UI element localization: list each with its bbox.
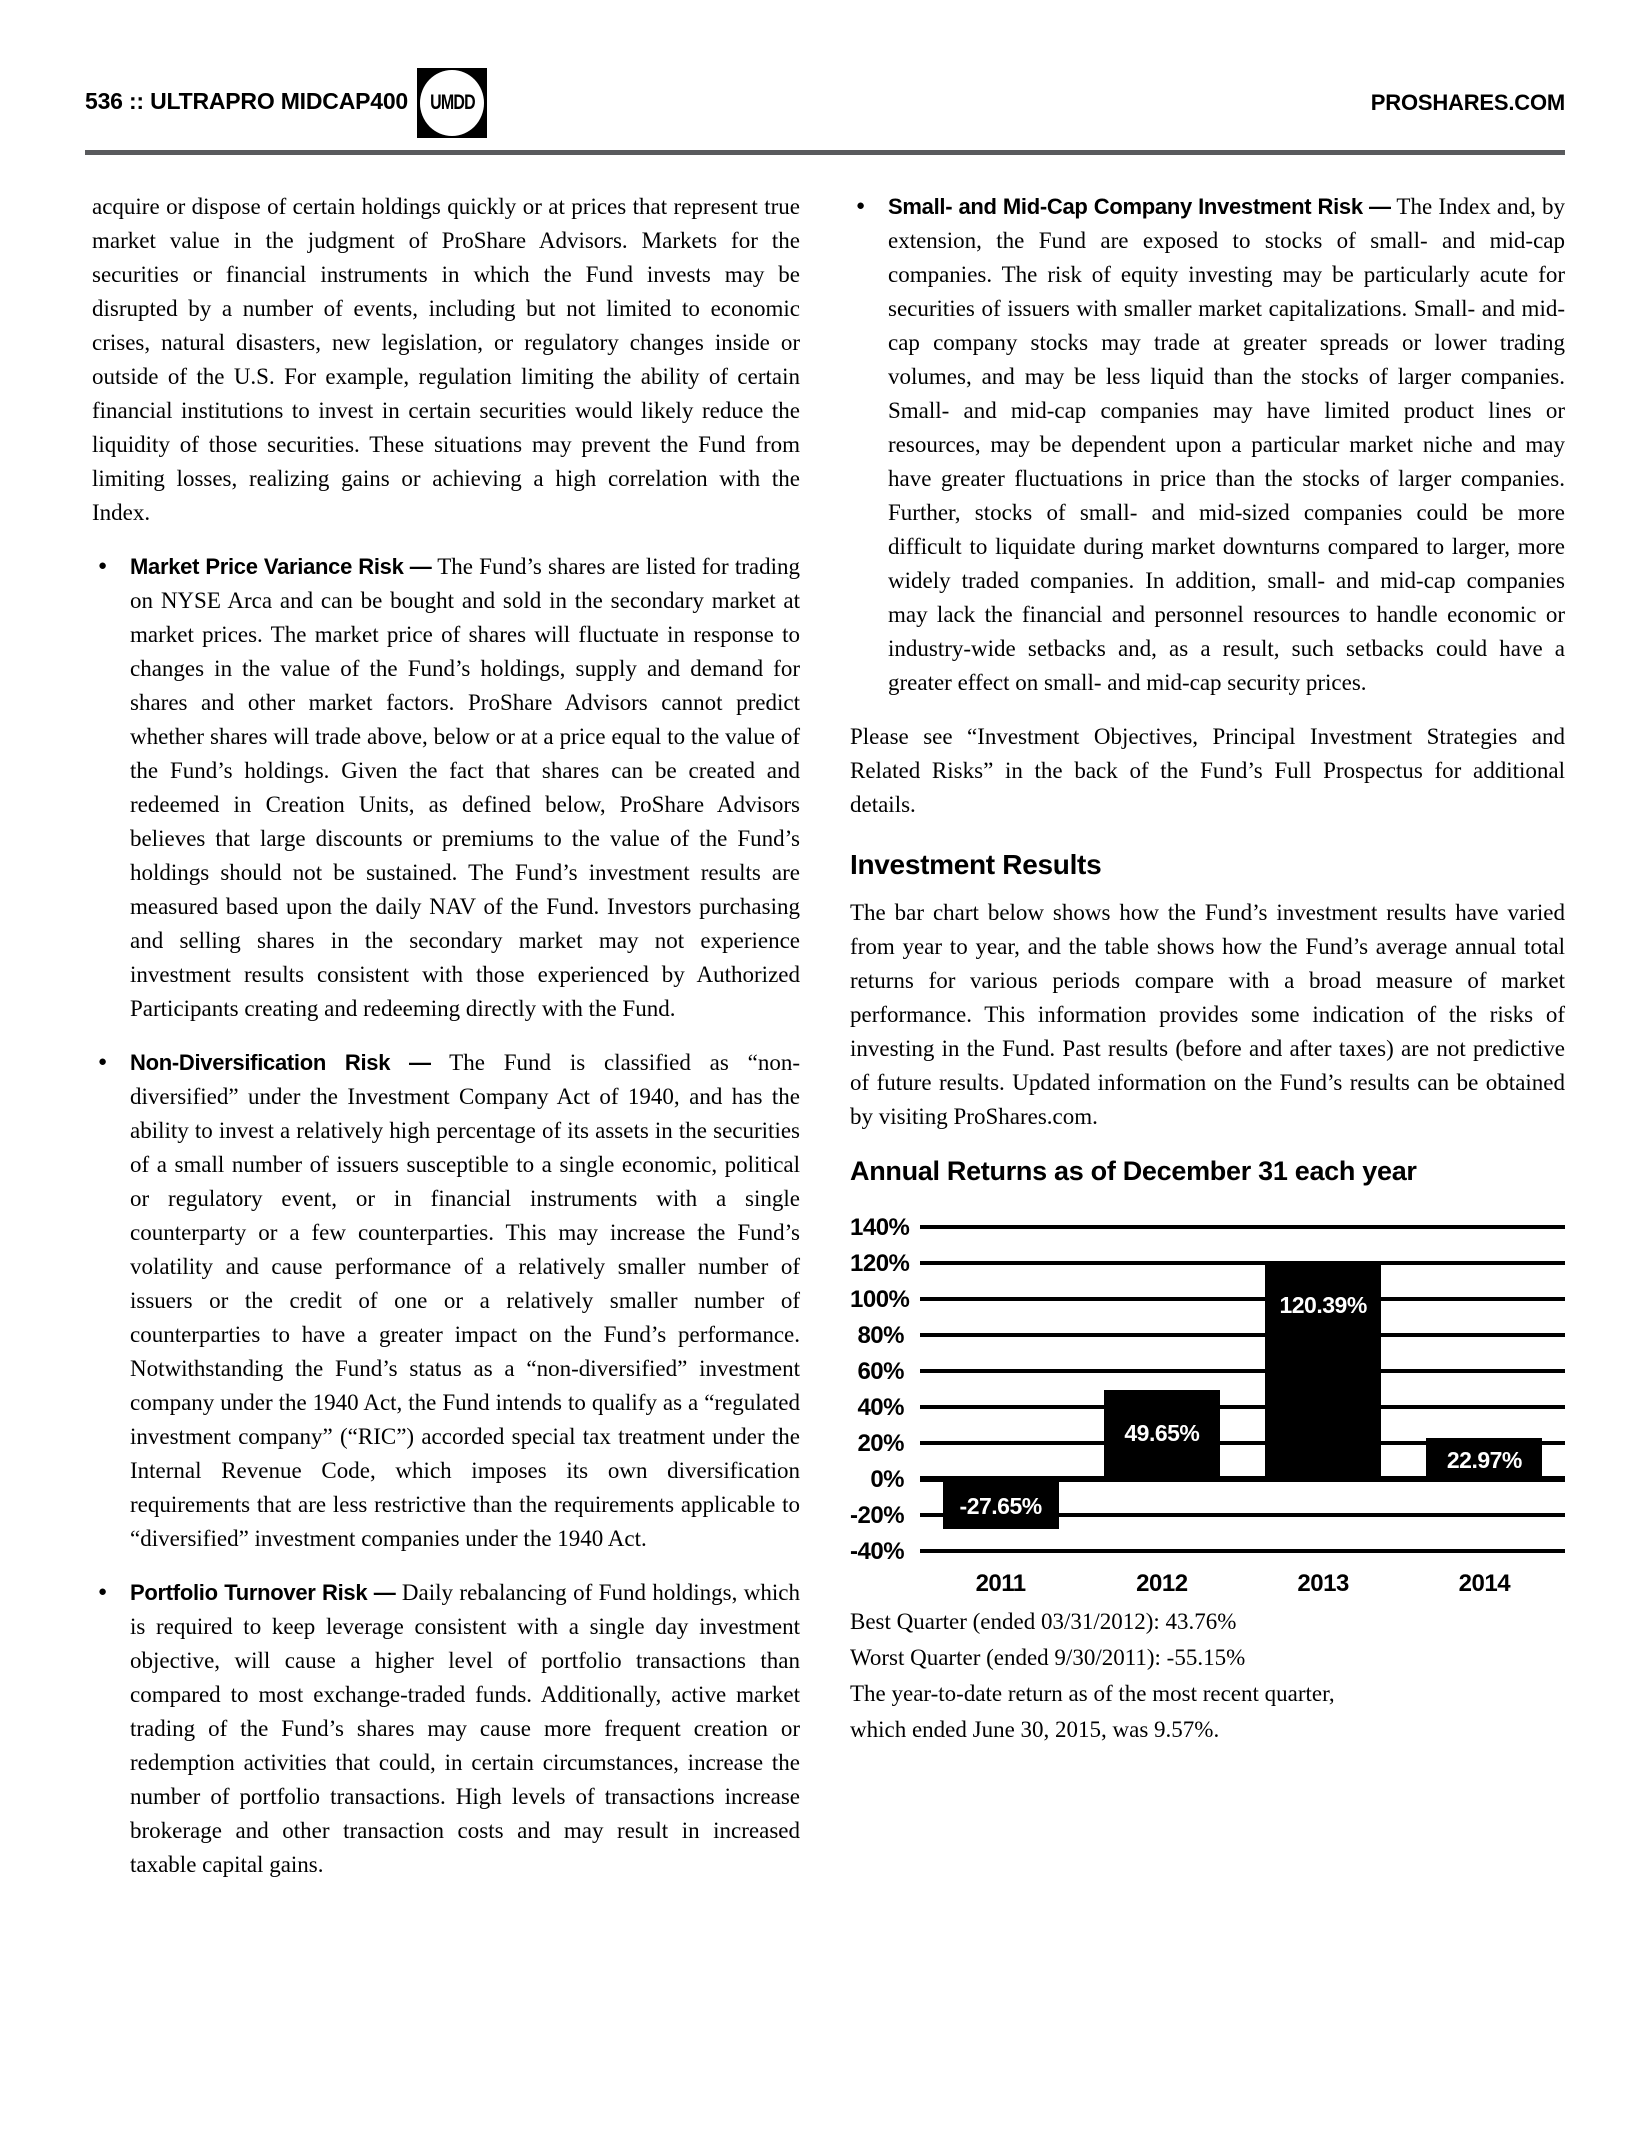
bar-2013 [1265, 1262, 1381, 1479]
gridline-60 [920, 1369, 1565, 1373]
risk-text: The Index and, by extension, the Fund are exposed to stocks of small- and mid-cap companies. The risk of equity investing may be particularly acute for securities of issuers with smaller market capitalizations. Small- and mid-cap company stocks may trade at greater spreads or lower trading volumes, and may be less liquid than the stocks of larger companies. Small- and mid-cap companies may have limited product lines or resources, may be dependent upon a particular market niche and may have greater fluctuations in price than the stocks of larger companies. Further, stocks of small- and mid-sized companies could be more difficult to liquidate during market downturns compared to larger, more widely traded companies. In addition, small- and mid-cap companies may lack the financial and personnel resources to handle economic or industry-wide setbacks and, as a result, such setbacks could have a greater effect on small- and mid-cap security prices. [888, 194, 1565, 695]
bar-value-label-2013: 120.39% [1279, 1292, 1367, 1319]
ytick-label-80: 80% [857, 1322, 904, 1349]
right-column [850, 190, 1565, 1768]
gridline-40 [920, 1405, 1565, 1409]
xtick-label-2011: 2011 [975, 1570, 1026, 1597]
ytick-label-40: 40% [857, 1394, 904, 1421]
quarter-results [850, 1604, 1565, 1748]
gridline-140 [920, 1225, 1565, 1229]
annual-returns-chart [850, 1154, 1565, 1604]
bar-value-label-2012: 49.65% [1124, 1419, 1200, 1446]
risk-text: Daily rebalancing of Fund holdings, which is required to keep leverage consistent with a single day investment objective, will cause a higher level of portfolio transactions than compared to most exchange-traded funds. Additionally, active market trading of the Fund’s shares may cause more frequent creation or redemption activities that could, in certain circumstances, increase the number of portfolio transactions. High levels of transactions increase brokerage and other transaction costs and may result in increased taxable capital gains. [130, 1580, 801, 1877]
risk-list-left [92, 550, 800, 1882]
gridline-80 [920, 1333, 1565, 1337]
ytick-label--20: -20% [850, 1502, 905, 1529]
page-number-fund-title: 536 :: ULTRAPRO MIDCAP400 [85, 88, 409, 114]
xtick-label-2013: 2013 [1297, 1570, 1349, 1597]
gridline-120 [920, 1261, 1565, 1265]
risk-item-portfolio-turnover [92, 1576, 800, 1882]
ytd-return-line-1: The year-to-date return as of the most recent quarter, [850, 1681, 1335, 1706]
ytick-label-60: 60% [857, 1358, 904, 1385]
xtick-label-2014: 2014 [1458, 1570, 1511, 1597]
logo-text: UMDD [429, 91, 475, 114]
risk-item-market-price-variance [92, 550, 800, 1026]
risk-item-small-mid-cap [850, 190, 1565, 700]
risk-text: The Fund is classified as “non-diversified” under the Investment Company Act of 1940, and has the ability to invest a relatively high percentage of its assets in the securities of a small number of issuers susceptible to a single economic, political or regulatory event, or in financial instruments with a single counterparty or a few counterparties. This may increase the Fund’s volatility and cause performance of a relatively smaller number of issuers or the credit of one or a relatively smaller number of counterparties to have a greater impact on the Fund’s performance. Notwithstanding the Fund’s status as a “non-diversified” investment company under the 1940 Act, the Fund intends to qualify as a “regulated investment company” (“RIC”) accorded special tax treatment under the Internal Revenue Code, which imposes its own diversification requirements that are less restrictive than the requirements applicable to “diversified” investment companies under the 1940 Act. [130, 1050, 800, 1551]
risk-title: Portfolio Turnover Risk — [130, 1580, 396, 1605]
ytick-label-100: 100% [850, 1286, 910, 1313]
xtick-label-2012: 2012 [1136, 1570, 1188, 1597]
umdd-ticker-logo [417, 68, 487, 138]
risk-title: Non-Diversification Risk — [130, 1050, 431, 1075]
intro-paragraph: acquire or dispose of certain holdings quickly or at prices that represent true market value in the judgment of ProShare Advisors. Markets for the securities or financial instruments in which the Fund invests may be disrupted by a number of events, including but not limited to economic crises, natural disasters, new legislation, or regulatory changes inside or outside of the U.S. For example, regulation limiting the ability of certain financial institutions to invest in certain securities would likely reduce the liquidity of those securities. These situations may prevent the Fund from limiting losses, realizing gains or achieving a high correlation with the Index. [92, 194, 800, 525]
ytick-label-0: 0% [870, 1466, 904, 1493]
best-quarter-line: Best Quarter (ended 03/31/2012): 43.76% [850, 1609, 1237, 1634]
chart-title: Annual Returns as of December 31 each year [850, 1156, 1417, 1186]
investment-results-heading: Investment Results [850, 849, 1102, 880]
left-column [92, 190, 800, 1902]
risk-list-right [850, 190, 1565, 700]
risk-title: Market Price Variance Risk — [130, 554, 432, 579]
risk-item-non-diversification [92, 1046, 800, 1556]
worst-quarter-line: Worst Quarter (ended 9/30/2011): -55.15% [850, 1645, 1246, 1670]
chart-plot [850, 1214, 1565, 1604]
gridline-100 [920, 1297, 1565, 1301]
please-see-paragraph: Please see “Investment Objectives, Principal Investment Strategies and Related Risks” in the back of the Fund’s Full Prospectus for additional details. [850, 724, 1565, 817]
ytick-label-140: 140% [850, 1214, 910, 1241]
bar-value-label-2011: -27.65% [959, 1492, 1042, 1519]
bar-2012 [1104, 1390, 1220, 1479]
risk-title: Small- and Mid-Cap Company Investment Risk — [888, 194, 1391, 219]
bar-2014 [1426, 1438, 1542, 1479]
gridline--40 [920, 1549, 1565, 1553]
header-rule [85, 150, 1565, 155]
ytick-label--40: -40% [850, 1538, 905, 1565]
investment-results-paragraph: The bar chart below shows how the Fund’s investment results have varied from year to year, and the table shows how the Fund’s average annual total returns for various periods compare with a broad measure of market performance. This information provides some indication of the risks of investing in the Fund. Past results (before and after taxes) are not predictive of future results. Updated information on the Fund’s results can be obtained by visiting ProShares.com. [850, 900, 1565, 1129]
ytick-label-20: 20% [857, 1430, 904, 1457]
bar-2011 [943, 1479, 1059, 1529]
ytd-return-line-2: which ended June 30, 2015, was 9.57%. [850, 1717, 1220, 1742]
bar-value-label-2014: 22.97% [1446, 1447, 1522, 1474]
risk-text: The Fund’s shares are listed for trading on NYSE Arca and can be bought and sold in the secondary market at market prices. The market price of shares will fluctuate in response to changes in the value of the Fund’s holdings, supply and demand for shares and other market factors. ProShare Advisors cannot predict whether shares will trade above, below or at a price equal to the value of the Fund’s holdings. Given the fact that shares can be created and redeemed in Creation Units, as defined below, ProShare Advisors believes that large discounts or premiums to the value of the Fund’s holdings should not be sustained. The Fund’s investment results are measured based upon the daily NAV of the Fund. Investors purchasing and selling shares in the secondary market may not experience investment results consistent with those experienced by Authorized Participants creating and redeeming directly with the Fund. [130, 554, 800, 1021]
logo-circle [420, 70, 484, 136]
proshares-site-label: PROSHARES.COM [1370, 90, 1565, 115]
ytick-label-120: 120% [850, 1250, 910, 1277]
